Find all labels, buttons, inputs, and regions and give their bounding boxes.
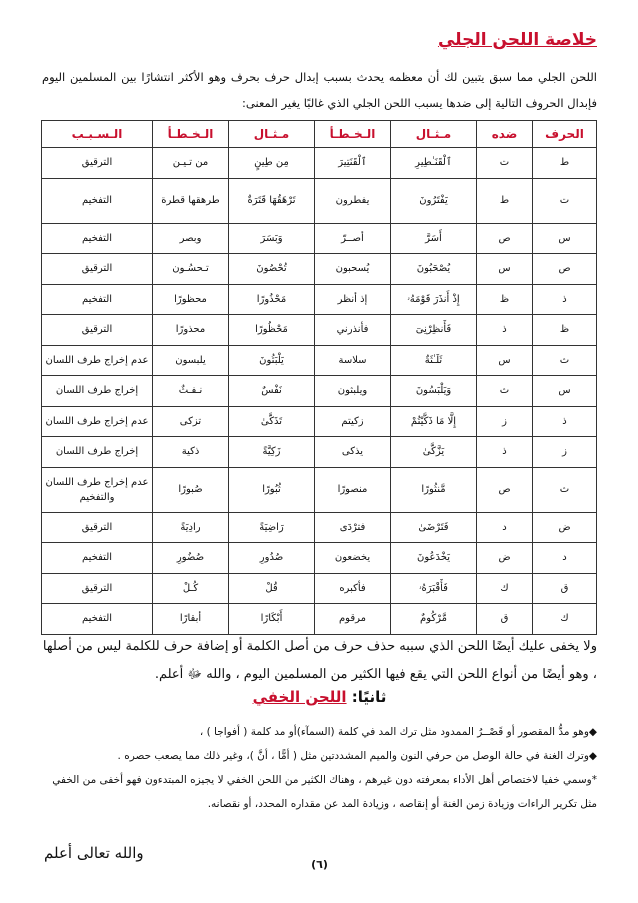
cell-error-1: إذ أنظر [315,284,391,315]
cell-opposite: س [477,345,533,376]
hidden-error-points [42,720,597,816]
cell-example-1: فَأَقْبَرَهُۥ [391,573,477,604]
cell-reason: التفخيم [42,178,153,223]
cell-error-1: يُسحبون [315,254,391,285]
cell-error-1: سلاسة [315,345,391,376]
cell-letter: س [533,376,597,407]
substitution-table [41,120,597,635]
cell-example-1: يَفْتَرُونَ [391,178,477,223]
cell-error-2: محظورًا [153,284,229,315]
header-reason: الـسـبـب [42,121,153,148]
cell-letter: ك [533,604,597,635]
cell-opposite: ك [477,573,533,604]
table-row [42,604,597,635]
cell-example-2: صُدُورِ [229,543,315,574]
cell-letter: ذ [533,406,597,437]
page [42,30,597,880]
cell-reason: عدم إخراج طرف اللسان والتفخيم [42,467,153,512]
cell-error-1: ٱلْقَنَتِيرَ [315,148,391,179]
cell-example-2: يَلْبَثُونَ [229,345,315,376]
table-row [42,543,597,574]
table-row [42,148,597,179]
cell-error-2: صُضُورِ [153,543,229,574]
cell-opposite: ص [477,467,533,512]
cell-letter: ت [533,178,597,223]
cell-letter: ض [533,512,597,543]
table-row [42,406,597,437]
cell-error-2: رادِيَةً [153,512,229,543]
cell-reason: الترقيق [42,573,153,604]
cell-example-1: أَسَرَّ [391,223,477,254]
cell-error-1: يفطرون [315,178,391,223]
cell-reason: إخراج طرف اللسان [42,376,153,407]
page-title: خلاصة اللحن الجلي [437,30,597,50]
cell-letter: ص [533,254,597,285]
cell-letter: ط [533,148,597,179]
cell-letter: ظ [533,315,597,346]
cell-reason: إخراج طرف اللسان [42,437,153,468]
cell-letter: ز [533,437,597,468]
cell-example-2: وَبَسَرَ [229,223,315,254]
cell-opposite: ض [477,543,533,574]
cell-opposite: ق [477,604,533,635]
cell-example-2: تَرْهَقُهَا قَتَرَةٌ [229,178,315,223]
cell-error-1: أصــرّ [315,223,391,254]
cell-opposite: س [477,254,533,285]
cell-example-2: مَحْذُورًا [229,284,315,315]
table-row [42,437,597,468]
cell-error-1: فأنذرني [315,315,391,346]
header-example-2: مـثـال [229,121,315,148]
cell-opposite: ذ [477,437,533,468]
cell-error-2: يلبسون [153,345,229,376]
cell-example-1: وَيَلْبَسُونَ [391,376,477,407]
cell-reason: عدم إخراج طرف اللسان [42,406,153,437]
header-opposite: ضده [477,121,533,148]
table-row [42,315,597,346]
cell-example-2: ثُبُورًا [229,467,315,512]
cell-example-1: ثَلَـٰثَةٌ [391,345,477,376]
cell-letter: ث [533,345,597,376]
cell-opposite: ظ [477,284,533,315]
cell-letter: ذ [533,284,597,315]
cell-error-2: محذورًا [153,315,229,346]
cell-opposite: ت [477,148,533,179]
cell-reason: التفخيم [42,543,153,574]
cell-example-1: مَّنثُورًا [391,467,477,512]
cell-example-2: نَفْسٌ [229,376,315,407]
cell-letter: د [533,543,597,574]
cell-error-1: منصورًا [315,467,391,512]
cell-reason: الترقيق [42,148,153,179]
header-error-1: الـخـطـأ [315,121,391,148]
table-row [42,345,597,376]
cell-reason: التفخيم [42,284,153,315]
table-row [42,284,597,315]
cell-opposite: ذ [477,315,533,346]
point-item: ◆وترك الغنة في حالة الوصل من حرفي النون والميم المشددتين مثل ( أمًّا ، أنَّ )، وغير ذلك مما يصعب حصره . [117,750,597,762]
cell-reason: التفخيم [42,604,153,635]
cell-error-1: فأكبره [315,573,391,604]
table-row [42,178,597,223]
cell-reason: عدم إخراج طرف اللسان [42,345,153,376]
cell-error-2: طرهقها قطرة [153,178,229,223]
cell-example-2: رَاضِيَةً [229,512,315,543]
cell-example-2: تُحْصُونَ [229,254,315,285]
subheading [42,688,597,706]
cell-error-1: زكيتم [315,406,391,437]
cell-opposite: ز [477,406,533,437]
cell-error-2: نـفـثٌ [153,376,229,407]
subheading-label: ثانيًا: [351,688,387,706]
cell-opposite: ص [477,223,533,254]
cell-example-2: مَحْظُورًا [229,315,315,346]
table-row [42,573,597,604]
cell-error-2: تـحسُـون [153,254,229,285]
note-paragraph: ولا يخفى عليك أيضًا اللحن الذي سببه حذف حرف من أصل الكلمة أو إضافة حرف للكلمة ليس من أصلها ، وهو أيضًا من أنواع اللحن التي يقع فيها الكثير من المسلمين اليوم ، والله ﷻ أعلم. [42,639,597,682]
cell-example-2: أَبْكَارًا [229,604,315,635]
cell-reason: الترقيق [42,512,153,543]
cell-error-2: ذكية [153,437,229,468]
cell-reason: الترقيق [42,315,153,346]
cell-example-1: إِذْ أَنذَرَ قَوْمَهُۥ [391,284,477,315]
point-item: *وسمي خفيا لاختصاص أهل الأداء بمعرفته دون غيرهم ، وهناك الكثير من اللحن الخفي لا يجيزه المبتدءون فهو أخفى من الخفي مثل تكرير الراءات وزيادة زمن الغنة أو إنقاصه ، وزيادة المد عن مقداره المحدد، أو نقصانه. [52,774,597,810]
cell-example-1: فَأَنظِرْنِىٓ [391,315,477,346]
cell-example-1: ٱلْقَنَـٰطِيرِ [391,148,477,179]
cell-error-2: أبقارًا [153,604,229,635]
cell-example-1: يُصْحَبُونَ [391,254,477,285]
cell-example-1: يَخْدَعُونَ [391,543,477,574]
cell-error-1: مرقوم [315,604,391,635]
cell-example-1: يَزَّكَّىٰ [391,437,477,468]
cell-reason: الترقيق [42,254,153,285]
cell-error-1: يذكى [315,437,391,468]
cell-error-1: فترْدَى [315,512,391,543]
table-row [42,223,597,254]
table-header-row [42,121,597,148]
header-error-2: الـخـطـأ [153,121,229,148]
cell-error-2: وبصر [153,223,229,254]
cell-example-1: إِلَّا مَا ذَكَّيْتُمْ [391,406,477,437]
header-letter: الحرف [533,121,597,148]
subheading-text: اللحن الخفي [252,688,347,706]
closing-signature: والله تعالى أعلم [44,844,144,862]
cell-letter: ق [533,573,597,604]
cell-error-2: من تـيـن [153,148,229,179]
cell-example-1: فَتَرْضَىٰ [391,512,477,543]
intro-paragraph: اللحن الجلي مما سبق يتبين لك أن معظمه يحدث بسبب إبدال حرف بحرف وهو الأكثر انتشارًا بين المسلمين اليوم فإبدال الحروف التالية إلى ضدها يسبب اللحن الجلي الذي غالبًا يغير المعنى: [42,70,597,110]
cell-opposite: ث [477,376,533,407]
cell-example-2: مِن طِينٍ [229,148,315,179]
cell-example-2: زَكِيَّةً [229,437,315,468]
cell-error-1: يخضعون [315,543,391,574]
table-row [42,467,597,512]
cell-example-1: مَّرْكُومٌ [391,604,477,635]
cell-error-1: ويلبثون [315,376,391,407]
table-row [42,376,597,407]
point-item: ◆وهو مدُّ المقصور أو قَصْــرُ الممدود مثل ترك المد في كلمة (السمآء)أو مد كلمة ( أفواجا ) ، [199,726,597,738]
cell-letter: ث [533,467,597,512]
cell-example-2: قُلْ [229,573,315,604]
cell-example-2: تَذَكَّىٰ [229,406,315,437]
cell-opposite: ط [477,178,533,223]
cell-error-2: صُبورًا [153,467,229,512]
cell-opposite: د [477,512,533,543]
cell-error-2: كُـلْ [153,573,229,604]
page-number: (٦) [311,858,328,871]
cell-error-2: تزكى [153,406,229,437]
cell-letter: س [533,223,597,254]
table-row [42,512,597,543]
cell-reason: التفخيم [42,223,153,254]
header-example-1: مـثـال [391,121,477,148]
table-row [42,254,597,285]
